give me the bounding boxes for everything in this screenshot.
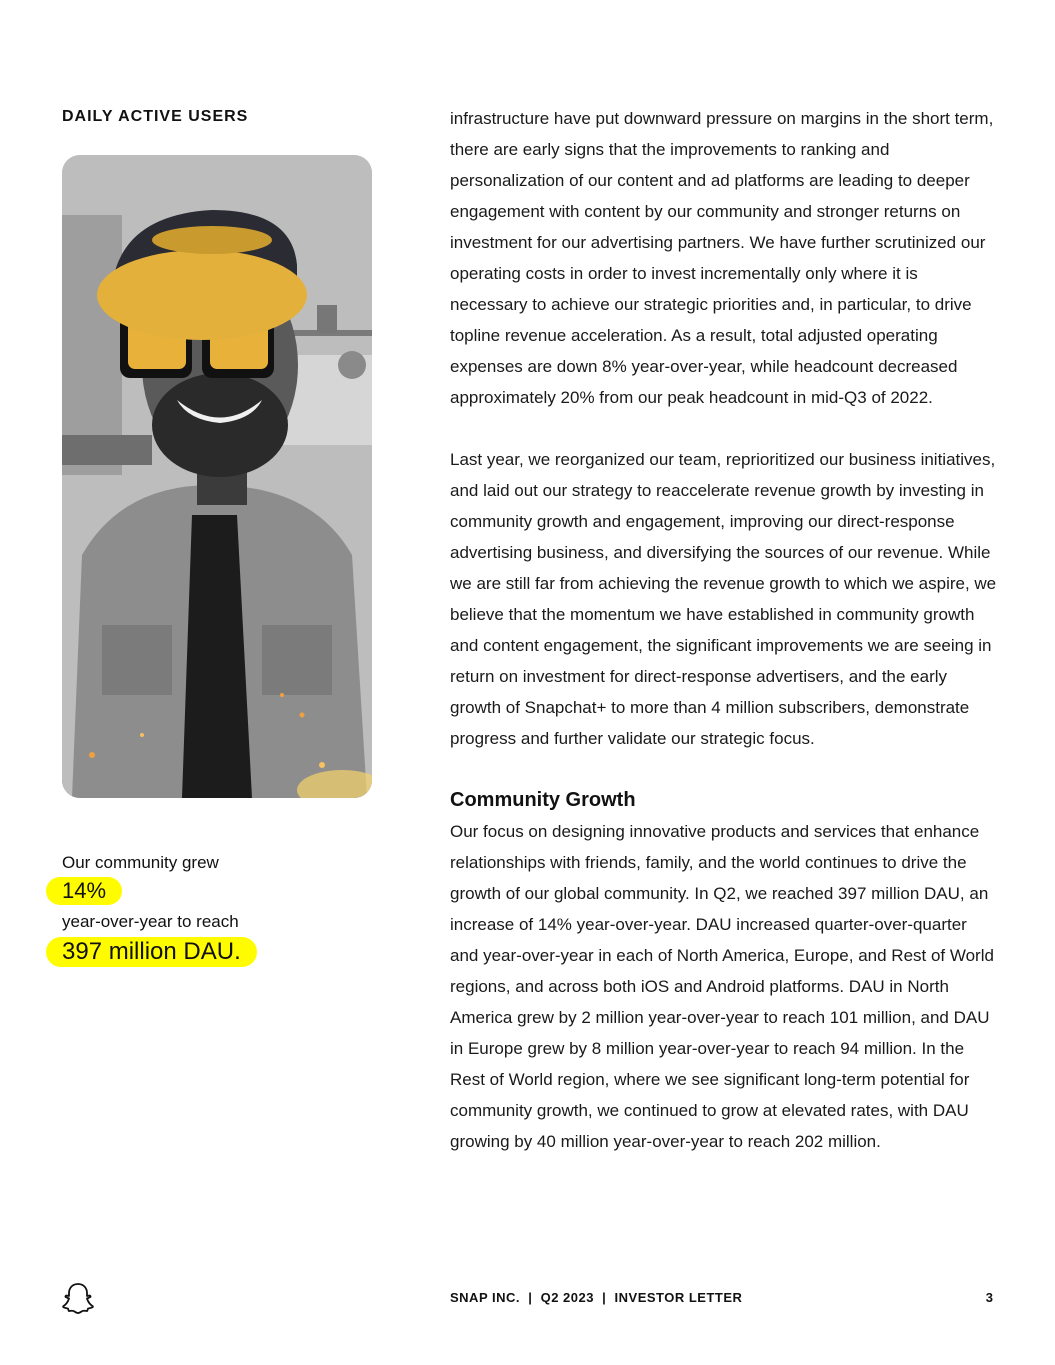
body-paragraph-2: Last year, we reorganized our team, reprioritized our business initiatives, and laid out our strategy to reaccelerate revenue growth by investing in community growth and engagement, improving our direct-response advertising business, and diversifying the sources of our revenue. While we are still far from achieving the revenue growth to which we aspire, we believe that the momentum we have established in community growth and content engagement, the significant improvements we are seeing in return on investment for direct-response advertisers, and the early growth of Snapchat+ to more than 4 million subscribers, demonstrate progress and further validate our strategic focus. <box>450 450 997 748</box>
callout-line-1: Our community grew <box>62 853 219 872</box>
page-number: 3 <box>985 1290 993 1305</box>
body-column <box>450 103 998 1157</box>
section-label: DAILY ACTIVE USERS <box>62 108 249 125</box>
callout-line-2: year-over-year to reach <box>62 912 239 931</box>
footer-text: SNAP INC. | Q2 2023 | INVESTOR LETTER <box>450 1290 743 1305</box>
snapchat-ghost-icon <box>62 1282 94 1316</box>
photo-illustration <box>62 155 372 798</box>
section-heading: Community Growth <box>450 789 636 811</box>
body-paragraph-1: infrastructure have put downward pressure on margins in the short term, there are early signs that the improvements to ranking and personalization of our content and ad platforms are leading to deeper engagement with content by our community and stronger returns on investment for our advertising partners. We have further scrutinized our operating costs in order to invest incrementally only where it is necessary to achieve our strategic priorities and, in particular, to drive topline revenue acceleration. As a result, total adjusted operating expenses are down 8% year-over-year, while headcount decreased approximately 20% from our peak headcount in mid-Q3 of 2022. <box>450 109 994 407</box>
dau-highlight: 397 million DAU. <box>46 937 257 967</box>
body-paragraph-3: Our focus on designing innovative products and services that enhance relationships with friends, family, and the world continues to drive the growth of our global community. In Q2, we reached 397 million DAU, an increase of 14% year-over-year. DAU increased quarter-over-quarter and year-over-year in each of North America, Europe, and Rest of World regions, and across both iOS and Android platforms. DAU in North America grew by 2 million year-over-year to reach 101 million, and DAU in Europe grew by 8 million year-over-year to reach 94 million. In the Rest of World region, where we see significant long-term potential for community growth, we continued to grow at elevated rates, with DAU growing by 40 million year-over-year to reach 202 million. <box>450 822 994 1151</box>
user-photo <box>62 155 372 798</box>
dau-callout <box>62 852 392 967</box>
growth-percent-highlight: 14% <box>46 877 122 905</box>
